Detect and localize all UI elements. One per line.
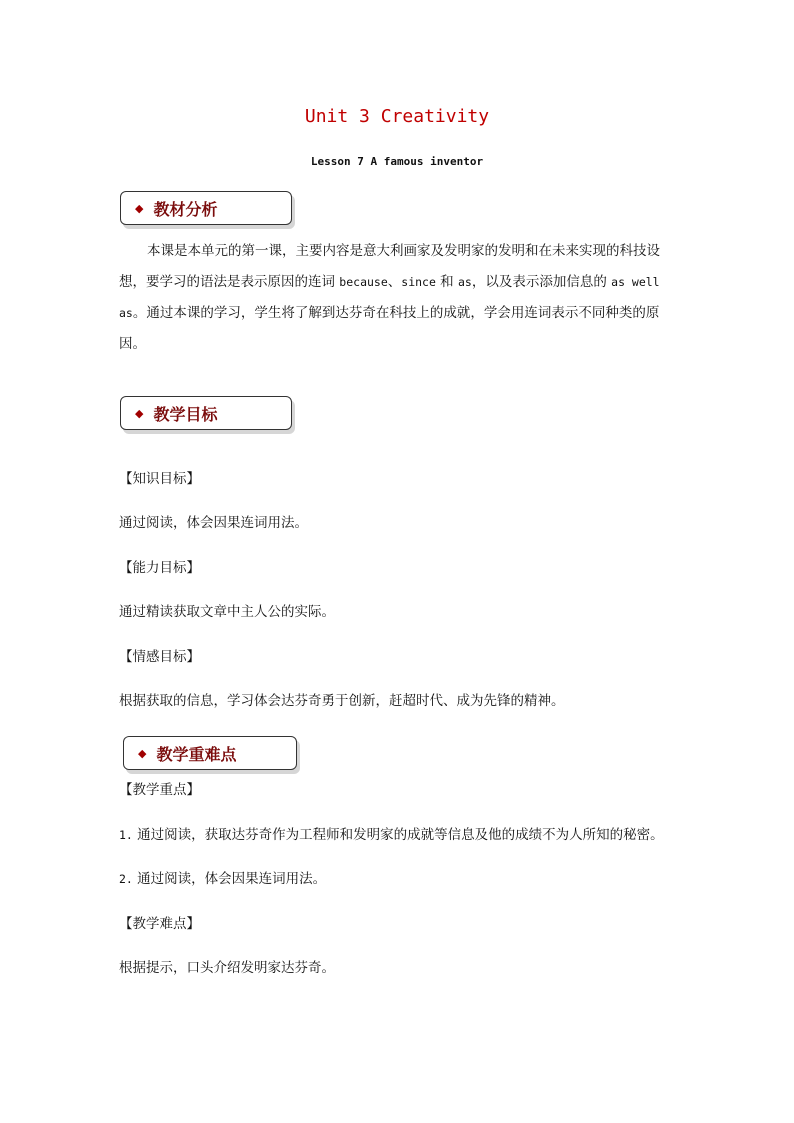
diamond-icon: ◆ — [135, 406, 144, 420]
section-label: 教材分析 — [153, 199, 218, 219]
ability-heading: 【能力目标】 — [119, 560, 200, 576]
analysis-line-2: 想，要学习的语法是表示原因的连词 because、since 和 as，以及表示添加信息的 as well — [119, 274, 660, 290]
section-label: 教学目标 — [153, 404, 218, 424]
lesson-subtitle: Lesson 7 A famous inventor — [310, 155, 484, 168]
emotion-text: 根据获取的信息，学习体会达芬奇勇于创新，赶超时代、成为先锋的精神。 — [119, 693, 565, 709]
emotion-heading: 【情感目标】 — [119, 649, 200, 665]
ability-text: 通过精读获取文章中主人公的实际。 — [119, 604, 335, 620]
section-label: 教学重难点 — [156, 744, 237, 764]
knowledge-heading: 【知识目标】 — [119, 471, 200, 487]
section-header-analysis — [120, 191, 292, 225]
page-title: Unit 3 Creativity — [304, 106, 490, 127]
focus-heading: 【教学重点】 — [119, 782, 200, 798]
difficulty-text: 根据提示，口头介绍发明家达芬奇。 — [119, 960, 335, 976]
analysis-line-3: as。通过本课的学习，学生将了解到达芬奇在科技上的成就，学会用连词表示不同种类的原 — [119, 305, 660, 321]
diamond-icon: ◆ — [135, 201, 144, 215]
knowledge-text: 通过阅读，体会因果连词用法。 — [119, 515, 308, 531]
section-header-objectives — [120, 396, 292, 430]
difficulty-heading: 【教学难点】 — [119, 916, 200, 932]
section-header-keypoints — [123, 736, 297, 770]
analysis-line-1: 本课是本单元的第一课，主要内容是意大利画家及发明家的发明和在未来实现的科技设 — [147, 243, 660, 259]
analysis-line-4: 因。 — [119, 336, 146, 352]
focus-item-2: 2. 通过阅读，体会因果连词用法。 — [119, 871, 327, 887]
focus-item-1: 1. 通过阅读，获取达芬奇作为工程师和发明家的成就等信息及他的成绩不为人所知的秘密。 — [119, 827, 664, 843]
diamond-icon: ◆ — [138, 746, 147, 760]
